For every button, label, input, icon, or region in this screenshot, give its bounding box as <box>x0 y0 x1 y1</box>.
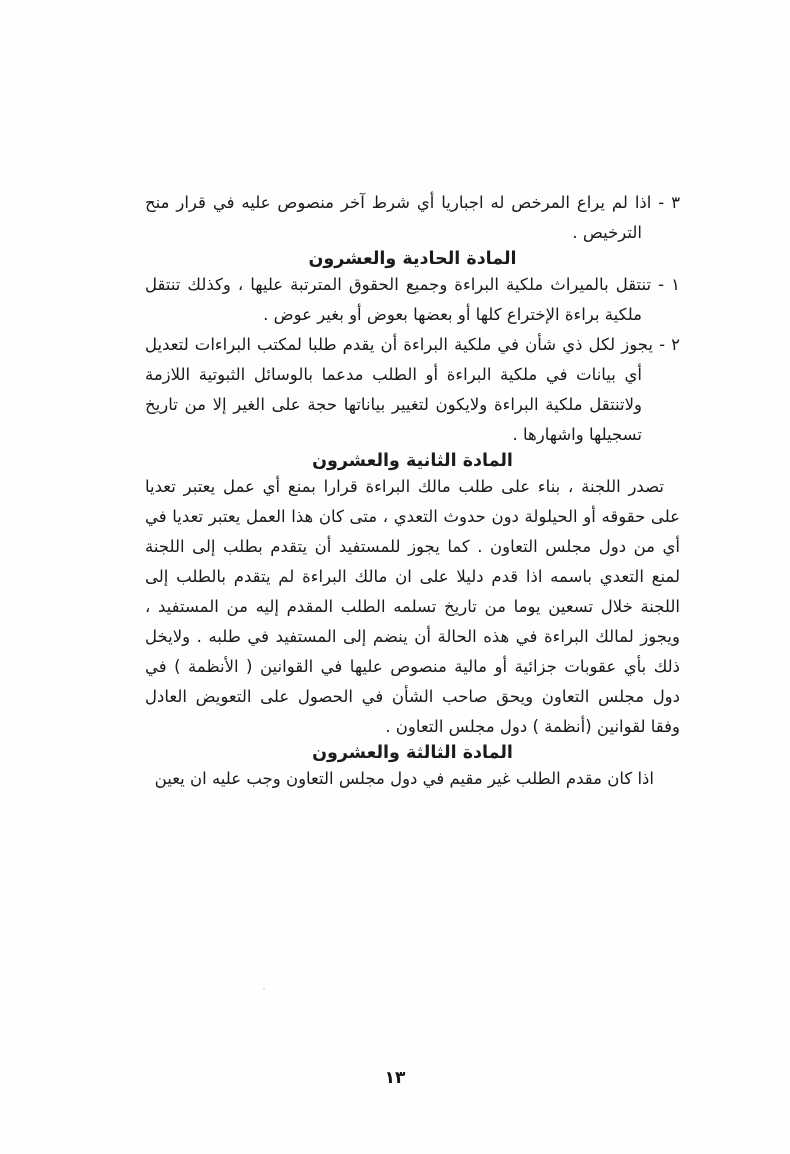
article-21-heading: المادة الحادية والعشرون <box>308 249 517 269</box>
page-number: ١٣ <box>384 1068 406 1088</box>
article-21-item-2 <box>145 330 680 450</box>
document-text-column <box>145 0 680 794</box>
article-21-item-1 <box>145 270 680 330</box>
item-text: اذا لم يراع المرخص له اجباريا أي شرط آخر منصوص عليه في قرار منح الترخيص . <box>145 193 652 242</box>
article-22-body: تصدر اللجنة ، بناء على طلب مالك البراءة قرارا بمنع أي عمل يعتبر تعديا على حقوقه أو الحيلولة دون حدوث التعدي ، متى كان هذا العمل يعتبر تعديا في أي من دول مجلس التعاون . كما يجوز للمستفيد أن يتقدم بطلب إلى اللجنة لمنع التعدي باسمه اذا قدم دليلا على ان مالك البراءة لم يتقدم بالطلب إلى اللجنة خلال تسعين يوما من تاريخ تسلمه الطلب المقدم إليه من المستفيد ، ويجوز لمالك البراءة في هذه الحالة أن ينضم إلى المستفيد في طلبه . ولايخل ذلك بأي عقوبات جزائية أو مالية منصوص عليها في القوانين ( الأنظمة ) في دول مجلس التعاون ويحق صاحب الشأن في الحصول على التعويض العادل وفقا لقوانين (أنظمة ) دول مجلس التعاون . <box>145 477 680 736</box>
item-number: ٢ - <box>659 335 681 354</box>
scan-speckle <box>263 988 265 990</box>
item-number: ٣ - <box>658 193 681 212</box>
item-text: تنتقل بالميراث ملكية البراءة وجميع الحقوق المترتبة عليها ، وكذلك تنتقل ملكية براءة الإختراع كلها أو بعضها بعوض أو بغير عوض . <box>145 275 652 324</box>
licensing-clause-item-3 <box>145 188 680 248</box>
article-23-body: اذا كان مقدم الطلب غير مقيم في دول مجلس التعاون وجب عليه ان يعين <box>154 769 654 788</box>
article-23-heading: المادة الثالثة والعشرون <box>312 743 513 763</box>
article-22-heading: المادة الثانية والعشرون <box>312 451 513 471</box>
item-text: يجوز لكل ذي شأن في ملكية البراءة أن يقدم طلبا لمكتب البراءات لتعديل أي بيانات في ملكية البراءة أو الطلب مدعما بالوسائل الثبوتية اللازمة ولاتنتقل ملكية البراءة ولايكون لتغيير بياناتها حجة على الغير إلا من تاريخ تسجيلها واشهارها . <box>145 335 653 444</box>
item-number: ١ - <box>658 275 680 294</box>
